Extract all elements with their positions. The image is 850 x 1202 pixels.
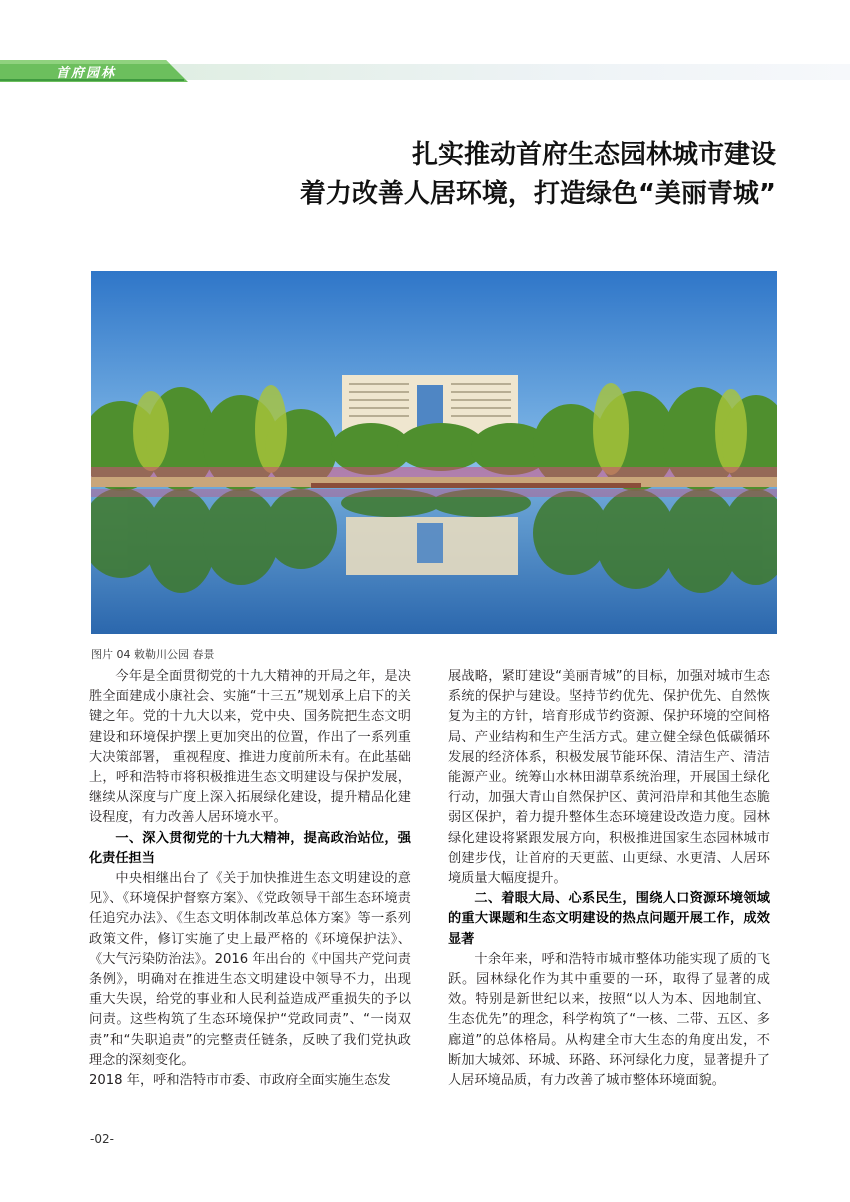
paragraph: 十余年来，呼和浩特市城市整体功能实现了质的飞跃。园林绿化作为其中重要的一环，取得了显著的成效。特别是新世纪以来，按照“以人为本、因地制宜、生态优先”的理念，科学构筑了“一核、二带、五区、多廊道”的总体格局。从构建全市大生态的角度出发，不断加大城郊、环城、环路、环河绿化力度，显著提升了人居环境品质，有力改善了城市整体环境面貌。: [448, 951, 770, 1089]
section-heading: 二、着眼大局、心系民生，围绕人口资源环境领域的重大课题和生态文明建设的热点问题开展工作，成效显著: [448, 891, 770, 947]
photo-caption: 图片 04 敕勒川公园 春景: [91, 648, 215, 661]
body-column-left: [89, 667, 411, 1091]
park-photo-illustration: [91, 271, 777, 634]
section-label: 首府园林: [56, 66, 117, 81]
page-number: -02-: [90, 1132, 114, 1146]
section-header-bar: [0, 58, 850, 84]
body-column-right: [448, 667, 770, 1091]
paragraph: 展战略，紧盯建设“美丽青城”的目标，加强对城市生态系统的保护与建设。坚持节约优先、保护优先、自然恢复为主的方针，培育形成节约资源、保护环境的空间格局、产业结构和生产生活方式。建立健全绿色低碳循环发展的经济体系，积极发展节能环保、清洁生产、清洁能源产业。统筹山水林田湖草系统治理，开展国土绿化行动，加强大青山自然保护区、黄河沿岸和其他生态脆弱区保护，着力提升整体生态环境建设改造力度。园林绿化建设将紧跟发展方向，积极推进国家生态园林城市创建步伐，让首府的天更蓝、山更绿、水更清、人居环境质量大幅度提升。: [448, 669, 770, 887]
paragraph: 今年是全面贯彻党的十九大精神的开局之年，是决胜全面建成小康社会、实施“十三五”规划承上启下的关键之年。党的十九大以来，党中央、国务院把生态文明建设和环境保护摆上更加突出的位置，作出了一系列重大决策部署， 重视程度、推进力度前所未有。在此基础上，呼和浩特市将积极推进生态文明建设与保护发展，继续从深度与广度上深入拓展绿化建设，提升精品化建设程度，有力改善人居环境水平。: [89, 669, 411, 826]
header-gradient-strip: [150, 64, 850, 80]
article-title-line2: 着力改善人居环境，打造绿色“美丽青城”: [299, 179, 776, 209]
section-heading: 一、深入贯彻党的十九大精神，提高政治站位，强化责任担当: [89, 830, 411, 866]
park-photo: [91, 271, 777, 634]
paragraph: 2018 年，呼和浩特市市委、市政府全面实施生态发: [89, 1073, 391, 1089]
paragraph: 中央相继出台了《关于加快推进生态文明建设的意见》、《环境保护督察方案》、《党政领导干部生态环境责任追究办法》、《生态文明体制改革总体方案》等一系列政策文件，修订实施了史上最严格的《环境保护法》、《大气污染防治法》。2016 年出台的《中国共产党问责条例》，明确对在推进生态文明建设中领导不力，出现重大失误，给党的事业和人民利益造成严重损失的予以问责。这些构筑了生态环境保护“党政同责”、“一岗双责”和“失职追责”的完整责任链条，反映了我们党执政理念的深刻变化。: [89, 871, 411, 1068]
article-title-line1: 扎实推动首府生态园林城市建设: [411, 140, 776, 170]
